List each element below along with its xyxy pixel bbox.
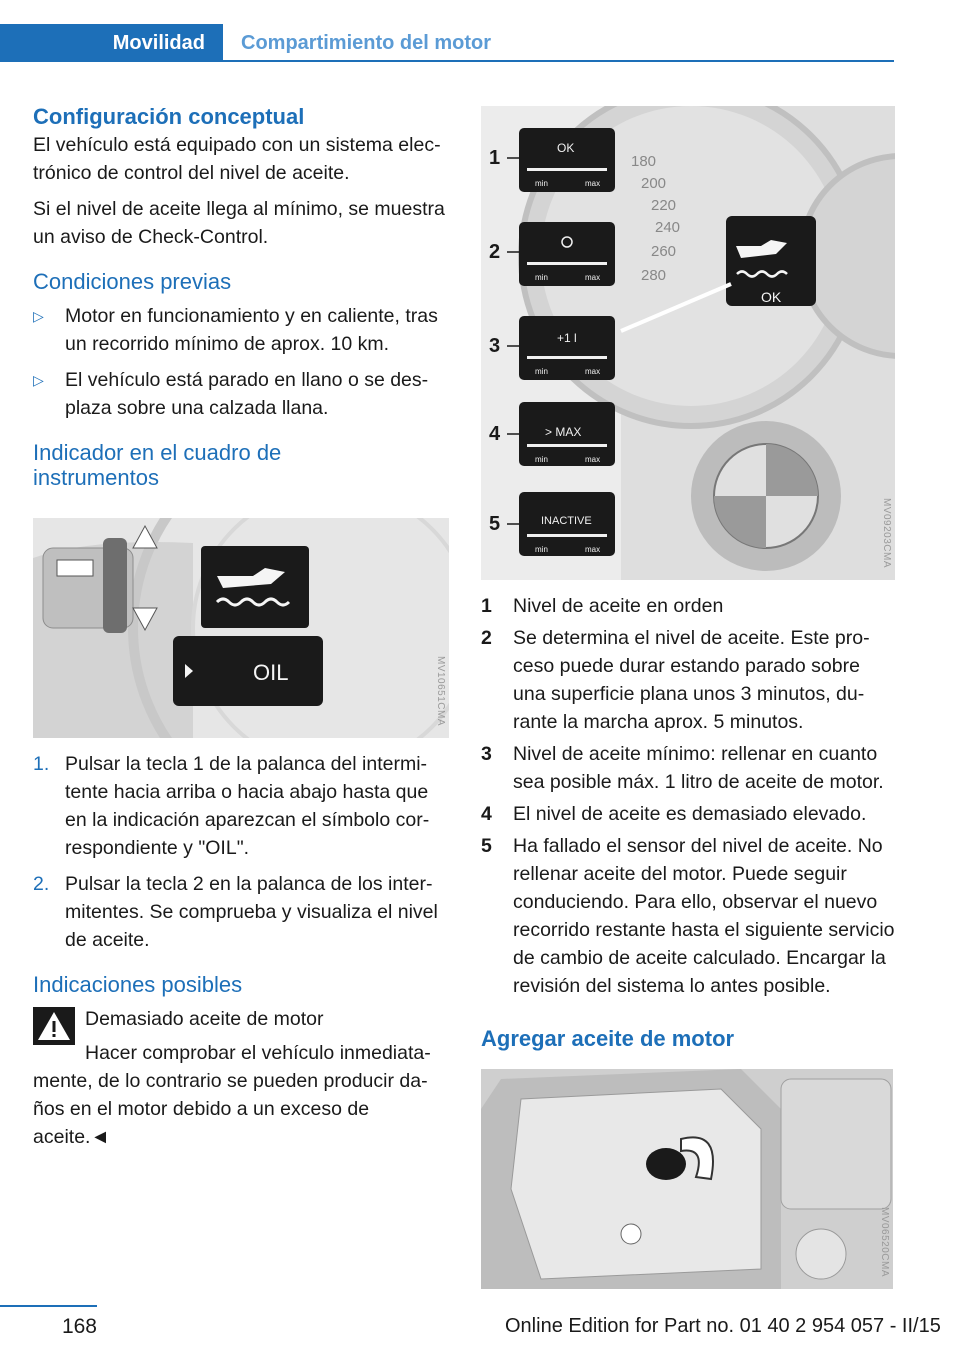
list-item: 1. Pulsar la tecla 1 de la palanca del intermitente hacia arriba o hacia abajo hasta que en la indicación aparezcan el símbolo correspondiente y "OIL". xyxy=(33,753,430,859)
warning-block xyxy=(33,1005,449,1151)
label-3: 3 xyxy=(489,335,501,357)
tab-movilidad[interactable]: Movilidad xyxy=(0,24,223,62)
svg-text:max: max xyxy=(585,179,601,188)
dial-260: 260 xyxy=(651,243,677,260)
label-4: 4 xyxy=(489,423,501,445)
footer-divider xyxy=(0,1305,97,1307)
legend-item: 3 Nivel de aceite mínimo: rellenar en cuanto sea posible máx. 1 litro de aceite de motor. xyxy=(481,743,884,793)
engine-illustration xyxy=(481,1069,893,1289)
heading-indicaciones: Indicaciones posibles xyxy=(33,972,243,997)
image-code: MV09203CMA xyxy=(881,498,892,569)
page-number: 168 xyxy=(61,1315,97,1338)
oil-display-text: OIL xyxy=(253,660,289,685)
conditions-list xyxy=(33,302,449,422)
svg-text:max: max xyxy=(585,367,601,376)
screen-4-text: > MAX xyxy=(545,425,582,439)
engine-bay-image xyxy=(481,1069,893,1289)
legend-item: 1 Nivel de aceite en orden xyxy=(481,595,724,617)
oil-level-illustration xyxy=(481,106,895,580)
legend-item: 4 El nivel de aceite es demasiado elevado. xyxy=(481,803,867,825)
oil-indicator-illustration xyxy=(33,518,449,738)
heading-condiciones: Condiciones previas xyxy=(33,269,232,294)
dial-220: 220 xyxy=(651,197,677,214)
dial-200: 200 xyxy=(641,175,667,192)
left-column xyxy=(33,104,449,1151)
legend-list xyxy=(481,592,895,1000)
image-code: MV06520CMA xyxy=(879,1207,890,1278)
list-item: ▷ El vehículo está parado en llano o se desplaza sobre una calzada llana. xyxy=(33,366,449,422)
paragraph-config-1: El vehículo está equipado con un sistema electrónico de control del nivel de aceite. xyxy=(33,134,441,184)
svg-text:min: min xyxy=(535,273,548,282)
tab-compartimiento-motor[interactable]: Compartimiento del motor xyxy=(241,31,492,54)
paragraph-config-2: Si el nivel de aceite llega al mínimo, se muestra un aviso de Check-Control. xyxy=(33,198,445,248)
label-2: 2 xyxy=(489,241,501,263)
triangle-bullet-icon: ▷ xyxy=(33,308,44,324)
list-item: ▷ Motor en funcionamiento y en caliente, tras un recorrido mínimo de aprox. 10 km. xyxy=(33,302,449,358)
screen-3-text: +1 l xyxy=(557,331,577,345)
screen-1-text: OK xyxy=(557,141,575,155)
svg-text:max: max xyxy=(585,545,601,554)
svg-text:min: min xyxy=(535,179,548,188)
label-5: 5 xyxy=(489,513,501,535)
instrument-cluster-image xyxy=(33,518,449,738)
dial-280: 280 xyxy=(641,267,667,284)
svg-text:max: max xyxy=(585,455,601,464)
svg-text:min: min xyxy=(535,367,548,376)
big-ok-text: OK xyxy=(761,289,782,305)
triangle-bullet-icon: ▷ xyxy=(33,372,44,388)
svg-text:min: min xyxy=(535,545,548,554)
right-column xyxy=(481,106,895,1289)
edition-text: Online Edition for Part no. 01 40 2 954 057 - II/15 xyxy=(505,1315,941,1337)
warning-text: Hacer comprobar el vehículo inmediatamente, de lo contrario se pueden producir daños en el motor debido a un exceso de aceite.◄ xyxy=(33,1042,431,1148)
screen-5-text: INACTIVE xyxy=(541,515,592,527)
warning-icon xyxy=(33,1007,75,1045)
warning-title: Demasiado aceite de motor xyxy=(85,1008,324,1030)
list-item: 2. Pulsar la tecla 2 en la palanca de los intermitentes. Se comprueba y visualiza el nivel de aceite. xyxy=(33,873,438,951)
heading-agregar-aceite: Agregar aceite de motor xyxy=(481,1026,735,1051)
oil-level-displays-image xyxy=(481,106,895,580)
dial-240: 240 xyxy=(655,219,681,236)
image-code: MV10651CMA xyxy=(435,656,446,727)
heading-indicador: Indicador en el cuadro de instrumentos xyxy=(33,440,282,490)
label-1: 1 xyxy=(489,147,501,169)
svg-text:min: min xyxy=(535,455,548,464)
steps-list xyxy=(33,750,449,954)
heading-configuracion: Configuración conceptual xyxy=(33,104,305,129)
dial-180: 180 xyxy=(631,153,657,170)
svg-text:max: max xyxy=(585,273,601,282)
legend-item: 2 Se determina el nivel de aceite. Este proceso puede durar estando parado sobre una superficie plana unos 3 minutos, durante la marcha aprox. 5 minutos. xyxy=(481,627,870,733)
legend-item: 5 Ha fallado el sensor del nivel de aceite. No rellenar aceite del motor. Puede seguir conduciendo. Para ello, observar el nuevo recorrido restante hasta el siguiente servicio de cambio de aceite calculado. Encargar la revisión del sistema lo antes posible. xyxy=(481,835,895,997)
header-tabs xyxy=(0,24,894,62)
